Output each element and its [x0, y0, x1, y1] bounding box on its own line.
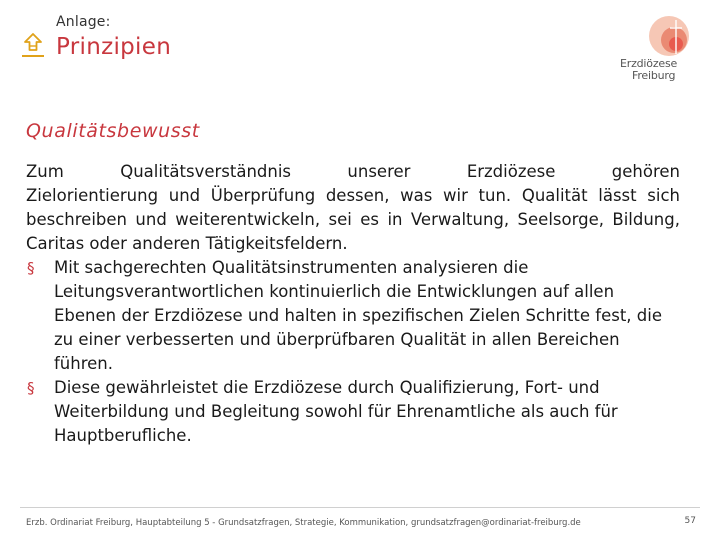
- bullet-marker: §: [27, 259, 35, 277]
- page-number: 57: [684, 516, 696, 526]
- logo-text-line2: Freiburg: [632, 69, 676, 82]
- bullet-text: Diese gewährleistet die Erzdiözese durch Qualifizierung, Fort- und Weiterbildung und Begleitung sowohl für Ehrenamtliche als auch für Hauptberufliche.: [54, 378, 618, 445]
- intro-first-line: Zum Qualitätsverständnis unserer Erzdiözese gehören: [26, 162, 680, 181]
- logo-text-line1: Erzdiözese: [620, 57, 678, 70]
- section-heading: Qualitätsbewusst: [26, 120, 200, 142]
- bullet-marker: §: [27, 379, 35, 397]
- body-text: [26, 160, 680, 448]
- list-item: [26, 376, 680, 448]
- upload-arrow-icon[interactable]: [18, 30, 48, 60]
- bullet-list: [26, 256, 680, 448]
- list-item: [26, 256, 680, 376]
- footer-divider: [20, 507, 700, 508]
- intro-paragraph: Zielorientierung und Überprüfung dessen, was wir tun. Qualität lässt sich beschreiben und weiterentwickeln, sei es in Verwaltung, Seelsorge, Bildung, Caritas oder anderen Tätigkeitsfeldern.: [26, 186, 680, 253]
- page-title: Prinzipien: [56, 34, 172, 60]
- footer-text: Erzb. Ordinariat Freiburg, Hauptabteilung 5 - Grundsatzfragen, Strategie, Kommunikation, grundsatzfragen@ordinariat-freiburg.de: [26, 518, 581, 528]
- header-kicker: Anlage:: [56, 14, 111, 30]
- bullet-text: Mit sachgerechten Qualitätsinstrumenten analysieren die Leitungsverantwortlichen kontinuierlich die Entwicklungen auf allen Ebenen der Erzdiözese und halten in spezifischen Zielen Schritte fest, die zu einer verbesserten und überprüfbaren Qualität in allen Bereichen führen.: [54, 258, 662, 373]
